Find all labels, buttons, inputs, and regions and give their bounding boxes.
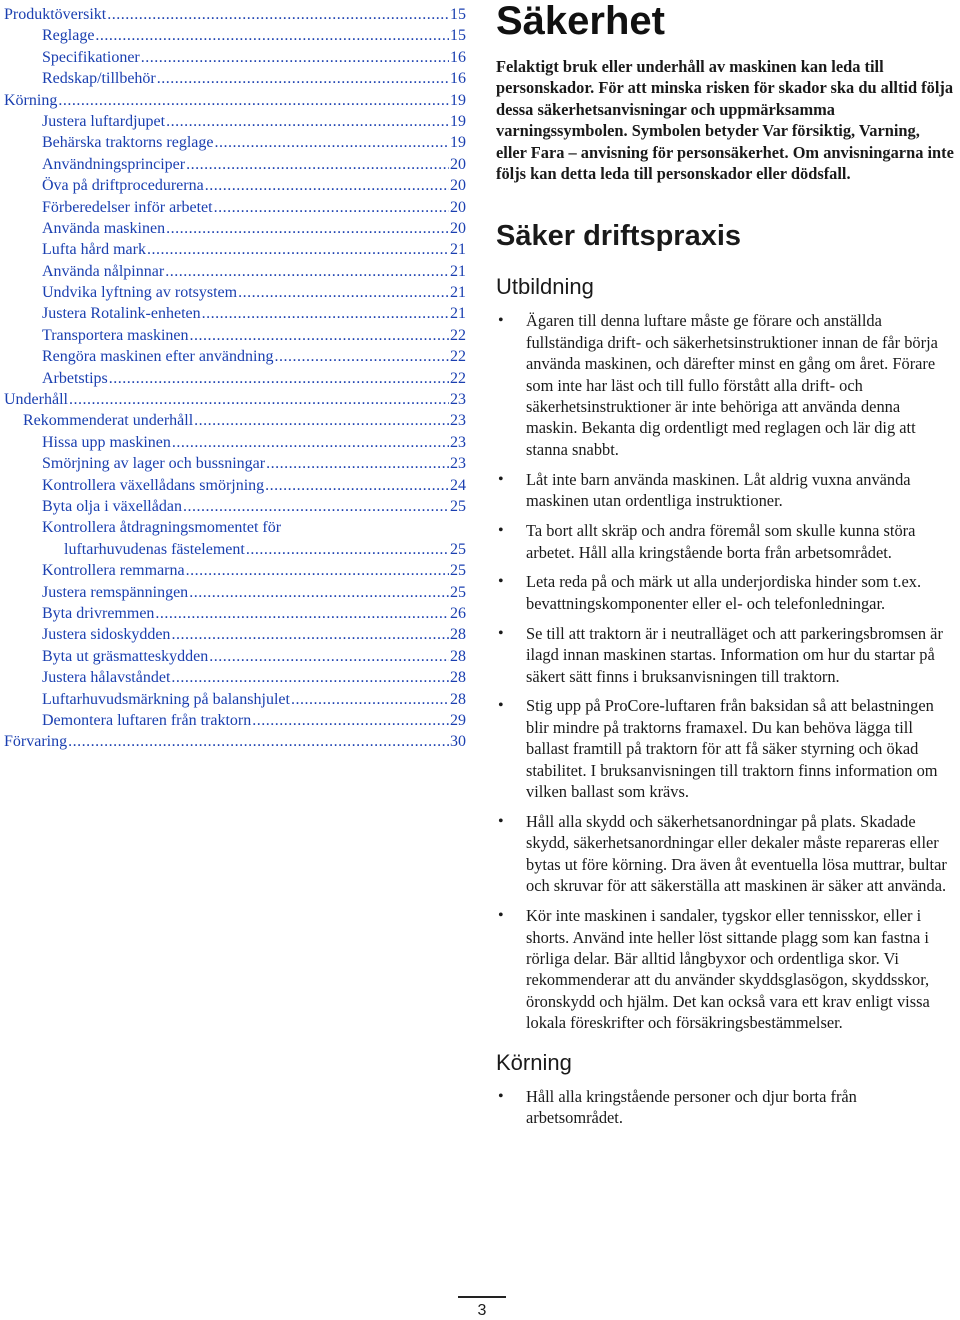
- toc-dot-leader: [189, 582, 449, 603]
- toc-entry-title: Byta ut gräsmatteskydden: [42, 647, 209, 665]
- toc-entry-page: 23: [450, 455, 466, 473]
- toc-entry-title: Kontrollera remmarna: [42, 562, 185, 580]
- toc-entry[interactable]: [4, 111, 466, 132]
- toc-entry-title: Luftarhuvudsmärkning på balanshjulet: [42, 690, 290, 708]
- toc-entry[interactable]: [4, 368, 466, 389]
- toc-entry[interactable]: [4, 432, 466, 453]
- toc-entry-title: Öva på driftprocedurerna: [42, 177, 204, 195]
- toc-entry-title: Hissa upp maskinen: [42, 433, 171, 451]
- toc-dot-leader: [205, 175, 449, 196]
- bullet-item: • Se till att traktorn är i neutralläget och att parkeringsbromsen är ilagd innan maskinen startas. Information om hur du startar på säkert sätt finns i bruksanvisningen till traktorn.: [496, 623, 954, 687]
- toc-dot-leader: [58, 90, 449, 111]
- toc-entry[interactable]: [4, 710, 466, 731]
- toc-entry[interactable]: [4, 197, 466, 218]
- toc-entry-page: 20: [450, 155, 466, 173]
- toc-entry-page: 22: [450, 326, 466, 344]
- toc-entry[interactable]: [4, 175, 466, 196]
- toc-entry[interactable]: [4, 603, 466, 624]
- toc-entry-page: 29: [450, 711, 466, 729]
- toc-entry-title: Körning: [4, 91, 58, 109]
- toc-dot-leader: [214, 132, 449, 153]
- toc-entry[interactable]: [4, 453, 466, 474]
- toc-entry-title: Justera hålavståndet: [42, 669, 171, 687]
- toc-entry-page: 25: [450, 583, 466, 601]
- toc-entry-page: 25: [450, 540, 466, 558]
- toc-entry-page: 21: [450, 305, 466, 323]
- toc-entry-title: Produktöversikt: [4, 6, 107, 23]
- toc-entry-title: Rengöra maskinen efter användning: [42, 348, 274, 366]
- toc-entry[interactable]: [4, 624, 466, 645]
- toc-entry[interactable]: [4, 539, 466, 560]
- toc-entry-page: 22: [450, 348, 466, 366]
- toc-entry-page: 20: [450, 219, 466, 237]
- toc-entry-page: 25: [450, 562, 466, 580]
- toc-entry-title: Justera Rotalink-enheten: [42, 305, 201, 323]
- toc-entry[interactable]: [4, 303, 466, 324]
- toc-dot-leader: [171, 624, 449, 645]
- bullet-item: • Ta bort allt skräp och andra föremål som skulle kunna störa arbetet. Håll alla kringstående borta från arbetsområdet.: [496, 520, 954, 563]
- toc-entry-page: 16: [450, 70, 466, 88]
- toc-dot-leader: [166, 218, 449, 239]
- subsection-title: Säker driftspraxis: [496, 220, 742, 253]
- toc-entry-page: 21: [450, 262, 466, 280]
- toc-entry-page: 21: [450, 284, 466, 302]
- toc-dot-leader: [214, 197, 449, 218]
- toc-entry-title: Behärska traktorns reglage: [42, 134, 214, 152]
- toc-entry[interactable]: [4, 68, 466, 89]
- toc-entry-title: Byta drivremmen: [42, 604, 155, 622]
- page-number-rule: [458, 1296, 506, 1298]
- toc-dot-leader: [186, 154, 449, 175]
- toc-entry-title: Demontera luftaren från traktorn: [42, 711, 252, 729]
- toc-entry[interactable]: [4, 560, 466, 581]
- toc-entry[interactable]: [4, 731, 466, 752]
- toc-entry[interactable]: [4, 475, 466, 496]
- toc-dot-leader: [194, 410, 449, 431]
- toc-entry-page: 16: [450, 48, 466, 66]
- training-heading: Utbildning: [496, 274, 594, 300]
- toc-entry-page: 26: [450, 604, 466, 622]
- toc-dot-leader: [274, 346, 449, 367]
- toc-dot-leader: [157, 68, 449, 89]
- toc-entry-title: Kontrollera växellådans smörjning: [42, 476, 265, 494]
- toc-dot-leader: [68, 731, 449, 752]
- toc-dot-leader: [252, 710, 449, 731]
- toc-dot-leader: [166, 111, 449, 132]
- bullet-item: • Ägaren till denna luftare måste ge förare och anställda fullständiga drift- och säkerhetsinstruktioner innan de får börja använda maskinen, och därefter minst en gång om året. Förare som inte har läst och till fullo förstått alla drift- och säkerhetsinstruktioner är inte behöriga att använda denna maskin. Bekanta dig ordentligt med reglagen och lär dig att stanna snabbt.: [496, 310, 954, 460]
- toc-entry[interactable]: [4, 582, 466, 603]
- toc-entry-page: 20: [450, 177, 466, 195]
- toc-entry[interactable]: [4, 646, 466, 667]
- toc-dot-leader: [147, 239, 449, 260]
- toc-entry-title: Specifikationer: [42, 48, 140, 66]
- toc-entry-title: Lufta hård mark: [42, 241, 146, 259]
- toc-entry-page: 25: [450, 497, 466, 515]
- toc-dot-leader: [202, 303, 449, 324]
- toc-entry-page: 15: [450, 6, 466, 23]
- toc-entry[interactable]: [4, 239, 466, 260]
- toc-entry-title: Justera luftardjupet: [42, 112, 166, 130]
- toc-dot-leader: [155, 603, 449, 624]
- toc-entry-page: 28: [450, 669, 466, 687]
- toc-dot-leader: [265, 475, 449, 496]
- toc-dot-leader: [171, 667, 449, 688]
- table-of-contents: [4, 4, 466, 753]
- toc-entry[interactable]: [4, 517, 466, 538]
- safety-intro: Felaktigt bruk eller underhåll av maskinen kan leda till personskador. För att minska risken för skador ska du alltid följa dessa säkerhetsanvisningar och uppmärksamma varningssymbolen. Symbolen betyder Var försiktig, Varning, eller Fara – anvisning för personsäkerhet. Om anvisningarna inte följs kan detta leda till personskador eller dödsfall.: [496, 57, 954, 184]
- toc-entry-title: Reglage: [42, 27, 95, 45]
- toc-dot-leader: [95, 25, 449, 46]
- bullet-item: • Kör inte maskinen i sandaler, tygskor eller tennisskor, eller i shorts. Använd inte heller löst sittande plagg som kan fastna i rörliga delar. Bär alltid långbyxor och ordentliga skor. Vi rekommenderar att du använder skyddsglasögon, skyddsskor, öronskydd och hjälm. Det kan också vara ett krav enligt vissa lokala föreskrifter och försäkringsbestämmelser.: [496, 905, 954, 1033]
- toc-entry[interactable]: [4, 410, 466, 431]
- toc-dot-leader: [109, 368, 449, 389]
- toc-entry-page: 15: [450, 27, 466, 45]
- toc-entry-page: 30: [450, 733, 466, 751]
- operation-heading: Körning: [496, 1049, 572, 1075]
- toc-entry-page: 19: [450, 112, 466, 130]
- toc-entry-title: Kontrollera åtdragningsmomentet för: [42, 519, 282, 537]
- toc-entry-title: Arbetstips: [42, 369, 108, 387]
- toc-dot-leader: [141, 47, 449, 68]
- toc-entry-page: 19: [450, 91, 466, 109]
- toc-entry-page: 28: [450, 626, 466, 644]
- bullet-item: • Stig upp på ProCore-luftaren från baksidan så att belastningen blir mindre på traktorns framaxel. Du kan behöva lägga till ballast framtill på traktorn för att få säker styrning och ökad stabilitet. I bruksanvisningen till traktorn finns information om vilken ballast som krävs.: [496, 695, 954, 802]
- toc-entry-title: Förberedelser inför arbetet: [42, 198, 213, 216]
- toc-entry[interactable]: [4, 325, 466, 346]
- toc-entry[interactable]: [4, 132, 466, 153]
- page-number: 3: [477, 1302, 487, 1319]
- toc-dot-leader: [186, 560, 449, 581]
- toc-entry[interactable]: [4, 346, 466, 367]
- toc-entry-title: Förvaring: [4, 733, 68, 751]
- toc-entry[interactable]: [4, 689, 466, 710]
- toc-entry-title: luftarhuvudenas fästelement: [64, 540, 245, 558]
- toc-entry-page: 20: [450, 198, 466, 216]
- operation-list: [496, 1086, 954, 1129]
- toc-entry-title: Undvika lyftning av rotsystem: [42, 284, 238, 302]
- toc-entry[interactable]: [4, 667, 466, 688]
- bullet-item: • Leta reda på och märk ut alla underjordiska hinder som t.ex. bevattningskomponenter eller el- och telefonledningar.: [496, 571, 954, 614]
- toc-dot-leader: [209, 646, 449, 667]
- toc-entry[interactable]: [4, 90, 466, 111]
- toc-entry-title: Redskap/tillbehör: [42, 70, 156, 88]
- toc-entry-title: Justera sidoskydden: [42, 626, 171, 644]
- toc-dot-leader: [107, 4, 449, 25]
- toc-entry-title: Använda nålpinnar: [42, 262, 165, 280]
- toc-entry-title: Justera remspänningen: [42, 583, 189, 601]
- toc-entry[interactable]: [4, 282, 466, 303]
- toc-dot-leader: [172, 432, 449, 453]
- toc-dot-leader: [183, 496, 449, 517]
- toc-entry[interactable]: [4, 496, 466, 517]
- toc-entry-title: Transportera maskinen: [42, 326, 189, 344]
- toc-entry-title: Använda maskinen: [42, 219, 166, 237]
- toc-entry[interactable]: [4, 47, 466, 68]
- toc-dot-leader: [291, 689, 449, 710]
- toc-entry-page: 23: [450, 433, 466, 451]
- toc-entry-page: 23: [450, 412, 466, 430]
- toc-entry[interactable]: [4, 25, 466, 46]
- toc-entry-title: Användningsprinciper: [42, 155, 186, 173]
- toc-entry-title: Underhåll: [4, 391, 68, 409]
- toc-entry-page: 28: [450, 690, 466, 708]
- toc-dot-leader: [69, 389, 449, 410]
- toc-entry-page: 23: [450, 391, 466, 409]
- toc-entry[interactable]: [4, 4, 466, 25]
- toc-entry[interactable]: [4, 261, 466, 282]
- toc-entry-title: Smörjning av lager och bussningar: [42, 455, 266, 473]
- toc-entry-page: 24: [450, 476, 466, 494]
- toc-entry-page: 19: [450, 134, 466, 152]
- toc-entry-page: 28: [450, 647, 466, 665]
- safety-section: [496, 0, 954, 1137]
- toc-dot-leader: [190, 325, 450, 346]
- bullet-item: • Låt inte barn använda maskinen. Låt aldrig vuxna använda maskinen utan ordentliga instruktioner.: [496, 469, 954, 512]
- toc-entry-title: Byta olja i växellådan: [42, 497, 182, 515]
- toc-entry[interactable]: [4, 218, 466, 239]
- training-list: [496, 310, 954, 1033]
- toc-dot-leader: [165, 261, 449, 282]
- bullet-item: • Håll alla kringstående personer och djur borta från arbetsområdet.: [496, 1086, 954, 1129]
- bullet-item: • Håll alla skydd och säkerhetsanordningar på plats. Skadade skydd, säkerhetsanordningar eller dekaler måste repareras eller bytas ut före körning. Dra även åt eventuella lösa muttrar, bultar och skruvar för att säkerställa att maskinen är säker att använda.: [496, 811, 954, 897]
- toc-entry-page: 22: [450, 369, 466, 387]
- toc-dot-leader: [238, 282, 449, 303]
- toc-entry-title: Rekommenderat underhåll: [23, 412, 194, 430]
- section-title: Säkerhet: [496, 0, 665, 43]
- toc-entry-page: 21: [450, 241, 466, 259]
- toc-entry[interactable]: [4, 389, 466, 410]
- toc-dot-leader: [246, 539, 449, 560]
- toc-dot-leader: [266, 453, 449, 474]
- toc-entry[interactable]: [4, 154, 466, 175]
